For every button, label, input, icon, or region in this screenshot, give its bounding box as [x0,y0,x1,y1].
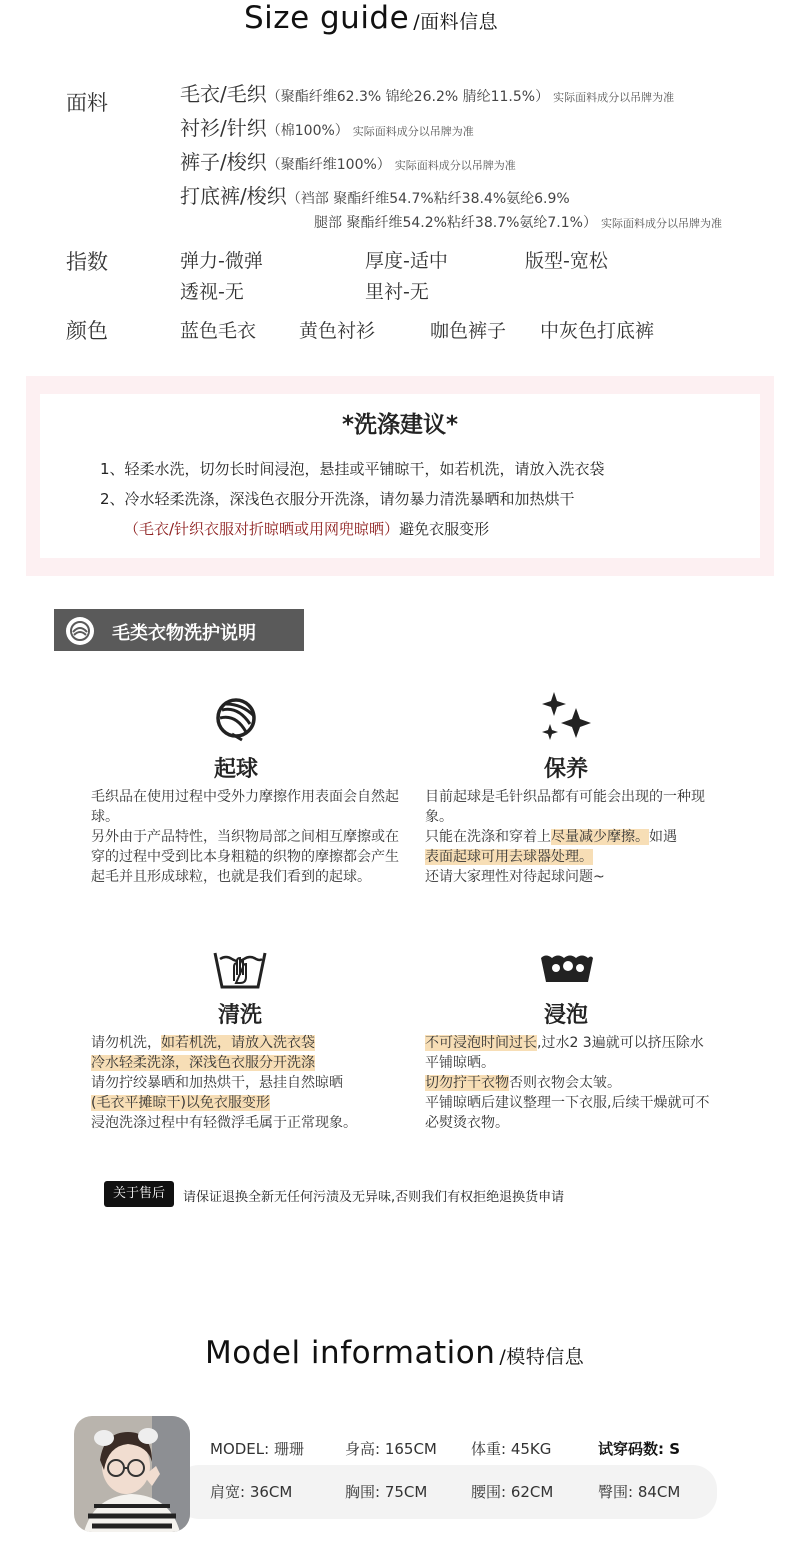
model-waist: 腰围: 62CM [471,1483,554,1501]
hand-wash-icon [212,945,268,991]
after-sale-text: 请保证退换全新无任何污渍及无异味,否则我们有权拒绝退换货申请 [183,1190,565,1205]
index-label: 指数 [66,250,108,274]
pilling-title: 起球 [213,757,258,782]
model-shoulder: 肩宽: 36CM [210,1483,293,1501]
size-guide-title: Size guide /面料信息 [244,0,499,36]
soak-basin-icon [538,946,596,986]
color-item: 中灰色打底裤 [540,320,655,342]
index-item: 透视-无 [180,281,244,303]
sparkle-icon [538,690,594,744]
index-item: 厚度-适中 [365,250,448,272]
fabric-row: 毛衣/毛织（聚酯纤维62.3% 锦纶26.2% 腈纶11.5%） 实际面料成分以吊牌为准 [180,82,675,106]
model-weight: 体重: 45KG [471,1440,552,1458]
fabric-label: 面料 [66,91,108,115]
index-item: 里衬-无 [365,281,429,303]
color-item: 咖色裤子 [430,320,507,342]
fabric-row: 衬衫/针织（棉100%） 实际面料成分以吊牌为准 [180,116,474,140]
washing-text: 请勿机洗，如若机洗，请放入洗衣袋 冷水轻柔洗涤，深浅色衣服分开洗涤 请勿拧绞暴晒和加热烘干，悬挂自然晾晒 (毛衣平摊晾干)以免衣服变形 浸泡洗涤过程中有轻微浮毛属于正常现象。 [91,1035,357,1131]
index-item: 版型-宽松 [525,250,608,272]
index-item: 弹力-微弹 [180,250,263,272]
wash-line-1: 1、轻柔水洗，切勿长时间浸泡，悬挂或平铺晾干，如若机洗，请放入洗衣袋 [100,460,605,478]
washing-title: 清洗 [217,1003,262,1028]
model-height: 身高: 165CM [345,1440,437,1458]
soaking-title: 浸泡 [543,1003,588,1028]
fabric-row: 裤子/梭织（聚酯纤维100%） 实际面料成分以吊牌为准 [180,150,516,174]
fabric-row-extra: 腿部 聚酯纤维54.2%粘纤38.7%氨纶7.1%） 实际面料成分以吊牌为准 [314,215,722,231]
wash-line-2: 2、冷水轻柔洗涤，深浅色衣服分开洗涤，请勿暴力清洗暴晒和加热烘干 [100,490,575,508]
yarn-ball-icon [212,694,260,742]
wash-advice-title: *洗涤建议* [341,412,459,438]
model-photo [74,1416,190,1532]
pilling-text: 毛织品在使用过程中受外力摩擦作用表面会自然起球。 另外由于产品特性，当织物局部之间相互摩擦或在穿的过程中受到比本身粗糙的织物的摩擦都会产生起毛并且形成球粒，也就是我们看到的起球。 [91,789,399,885]
model-name: MODEL: 珊珊 [210,1440,304,1458]
maintain-title: 保养 [543,757,588,782]
soaking-text: 不可浸泡时间过长,过水2 3遍就可以挤压除水平铺晾晒。 切勿拧干衣物否则衣物会太皱。 平铺晾晒后建议整理一下衣服,后续干燥就可不必熨烫衣物。 [425,1035,710,1131]
wash-line-3: （毛衣/针织衣服对折晾晒或用网兜晾晒）避免衣服变形 [124,520,490,538]
model-bust: 胸围: 75CM [345,1483,428,1501]
size-guide-subtitle: /面料信息 [413,11,499,33]
color-item: 蓝色毛衣 [180,320,257,342]
care-banner-title: 毛类衣物洗护说明 [112,623,256,644]
color-label: 颜色 [66,319,108,343]
model-info-subtitle: /模特信息 [499,1346,585,1368]
model-info-title: Model information /模特信息 [205,1335,585,1371]
after-sale-badge: 关于售后 [104,1181,174,1207]
model-hip: 臀围: 84CM [598,1483,681,1501]
fabric-row: 打底裤/梭织（裆部 聚酯纤维54.7%粘纤38.4%氨纶6.9% [180,184,570,208]
wool-ball-badge-icon [64,615,96,647]
maintain-text: 目前起球是毛针织品都有可能会出现的一种现象。 只能在洗涤和穿着上尽量减少摩擦。如遇 表面起球可用去球器处理。 还请大家理性对待起球问题~ [425,789,705,885]
model-fit-size: 试穿码数: S [598,1440,681,1458]
color-item: 黄色衬衫 [299,320,376,342]
